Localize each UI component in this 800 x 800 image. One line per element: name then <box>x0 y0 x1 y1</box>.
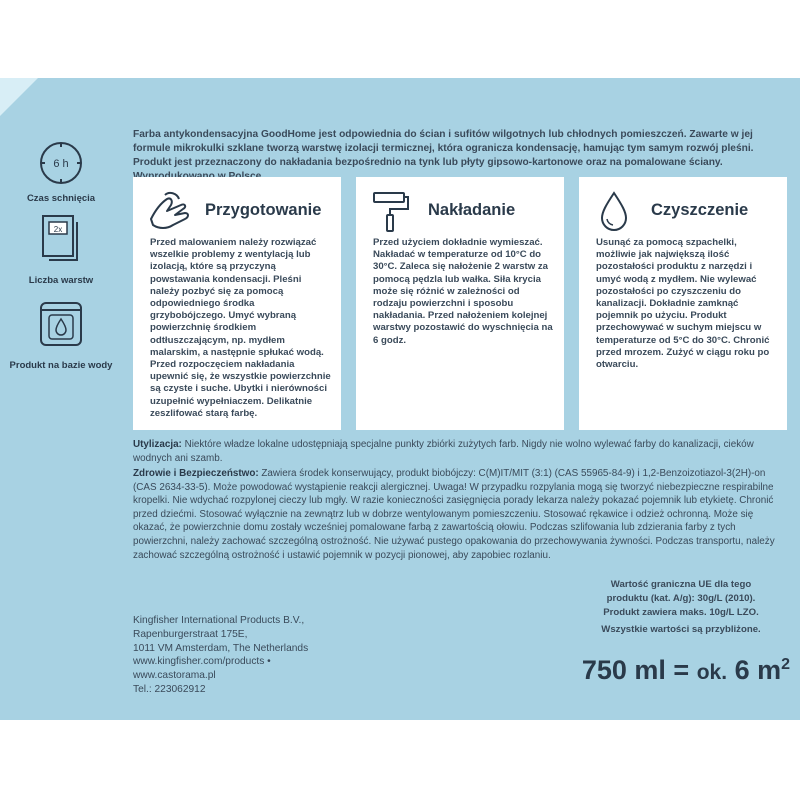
card-title: Czyszczenie <box>651 201 749 219</box>
disposal-text: Niektóre władze lokalne udostępniają specjalne punkty zbiórki zużytych farb. Nigdy nie wolno wylewać farby do kanalizacji, cieków wodnych ani szamb. <box>133 439 754 464</box>
address-line: 1011 VM Amsterdam, The Netherlands <box>133 642 309 654</box>
voc-line: Wartość graniczna UE dla tego <box>610 579 752 590</box>
water-based-label: Produkt na bazie wody <box>9 360 113 371</box>
drying-time-label: Czas schnięcia <box>26 193 96 204</box>
card-title: Przygotowanie <box>205 201 322 219</box>
coverage-area: 6 m <box>734 655 782 685</box>
safety-section <box>133 467 788 562</box>
coats-label: Liczba warstw <box>28 275 94 286</box>
card-body: Przed użyciem dokładnie wymieszać. Nakładać w temperaturze od 10°C do 30°C. Zaleca się nałożenie 2 warstw za pomocą pędzla lub wałka. Siła krycia może się różnić w zależności od rodzaju powierzchni i sposobu nakładania. Przed nałożeniem kolejnej warstwy pozostawić do wyschnięcia na 6 godz. <box>373 237 553 346</box>
coverage-approx: ok. <box>696 661 728 684</box>
drying-time-value: 6 h <box>53 158 69 170</box>
hand-cloth-icon <box>145 189 191 235</box>
card-body: Usunąć za pomocą szpachelki, możliwie jak największą ilość pozostałości produktu z narzędzi i umyć wodą z mydłem. Nie wylewać pozostałości po czyszczeniu do kanalizacji. Dokładnie zamknąć pojemnik po użyciu. Produkt przechowywać w suchym miejscu w temperaturze od 5°C do 30°C. Chronić przed mrozem. Zużyć w ciągu roku po otwarciu. <box>596 237 770 371</box>
card-cleaning <box>579 177 787 430</box>
safety-text: Zawiera środek konserwujący, produkt biobójczy: C(M)IT/MIT (3:1) (CAS 55965-84-9) i 1,2-Benzoizotiazol-3(2H)-on (CAS 2634-33-5). Może powodować wystąpienie reakcji alergicznej. Uwaga! W przypadku rozpylania mogą się tworzyć niebezpieczne respirabilne kropelki. Nie wdychać rozpylonej cieczy lub mgły. W razie konieczności zasięgnięcia porady lekarza należy pokazać pojemnik lub etykietę. Chronić przed dziećmi. Stosować wyłącznie na zewnątrz lub w dobrze wentylowanym pomieszczeniu. Stosować rękawice i odzież ochronną. Może się okazać, że powierzchnie domu zostały wcześniej pomalowane farbą z zawartością ołowiu. Podczas szlifowania lub zdzierania farby z tych powierzchni, należy zachować szczególną ostrożność. Nie używać pustego opakowania do przechowywania żywności. Podczas transportu, należy zachować szczególną ostrożność i ustawić pojemnik w pozycji pionowej, aby zapobiec rozlaniu. <box>133 468 775 561</box>
card-application <box>356 177 564 430</box>
address-line: Tel.: 223062912 <box>133 683 206 695</box>
coats-value: 2x <box>53 225 63 234</box>
address-line: Kingfisher International Products B.V., <box>133 615 305 626</box>
coverage <box>560 655 790 686</box>
voc-line: Produkt zawiera maks. 10g/L LZO. <box>603 606 759 618</box>
approx-note: Wszystkie wartości są przybliżone. <box>601 624 761 635</box>
address-line: www.castorama.pl <box>133 670 216 682</box>
coverage-volume: 750 ml <box>581 655 666 685</box>
layers-icon <box>33 210 89 266</box>
voc-line: produktu (kat. A/g): 30g/L (2010). <box>606 592 756 604</box>
voc-info <box>586 578 776 619</box>
drop-icon <box>591 189 637 235</box>
address-line: www.kingfisher.com/products • <box>133 656 271 668</box>
card-body: Przed malowaniem należy rozwiązać wszelkie problemy z wentylacją lub izolacją, które są przyczyną powstawania kondensacji. Pleśni należy pozbyć się za pomocą odpowiedniego środka grzybobójczego. Umyć wybraną powierzchnię środkiem odtłuszczającym, np. mydłem malarskim, a następnie spłukać wodą. Przed rozpoczęciem nakładania upewnić się, że wszystkie powierzchnie są czyste i suche. Ubytki i nierówności uzupełnić wypełniaczem. Delikatnie zeszlifować starą farbę. <box>150 237 331 419</box>
clock-icon <box>33 135 89 191</box>
manufacturer-address <box>133 614 393 697</box>
safety-heading: Zdrowie i Bezpieczeństwo: <box>133 468 259 479</box>
card-preparation <box>133 177 341 430</box>
paint-roller-icon <box>368 189 414 235</box>
card-title: Nakładanie <box>428 201 516 219</box>
coverage-equals: = <box>673 655 690 685</box>
coverage-unit-exponent: 2 <box>781 656 790 673</box>
label-corner <box>0 78 38 116</box>
address-line: Rapenburgerstraat 175E, <box>133 628 248 640</box>
disposal-section <box>133 438 788 465</box>
disposal-heading: Utylizacja: <box>133 439 182 450</box>
water-drop-can-icon <box>33 295 89 351</box>
product-intro: Farba antykondensacyjna GoodHome jest odpowiednia do ścian i sufitów wilgotnych lub chłodnych pomieszczeń. Zawarte w jej formule mikrokulki szklane tworzą warstwę izolacji termicznej, która ogranicza kondensację, hamując tym samym rozwój pleśni. Produkt jest przeznaczony do nakładania bezpośrednio na tynk lub płyty gipsowo-kartonowe oraz na pomalowane ściany. <box>133 129 754 168</box>
